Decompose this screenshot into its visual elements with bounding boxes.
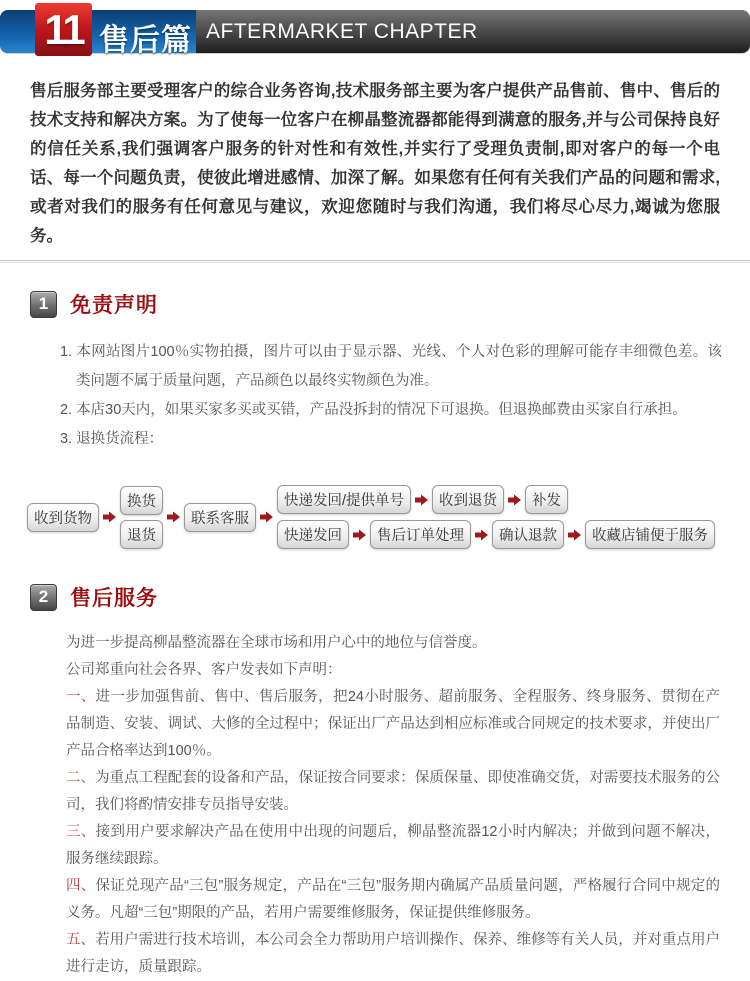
section1-title: 免责声明 [70, 294, 158, 317]
chapter-title-en: AFTERMARKET CHAPTER [206, 20, 478, 43]
flow-arrow-icon [103, 511, 116, 523]
flow-step-return: 退货 [120, 520, 163, 549]
item-number: 1. [60, 344, 73, 360]
service-section-header [30, 582, 750, 612]
service-item-3 [66, 819, 720, 873]
item-marker: 四、 [66, 878, 96, 894]
section1-number-badge: 1 [30, 291, 57, 318]
item-number: 3. [60, 431, 73, 447]
flow-step-receive-goods: 收到货物 [27, 503, 99, 532]
flow-step-ship-back: 快递发回 [277, 520, 349, 549]
flow-step-favorite-shop: 收藏店铺便于服务 [585, 520, 715, 549]
flow-step-contact-service: 联系客服 [184, 503, 256, 532]
flow-arrow-icon [353, 529, 366, 541]
item-marker: 三、 [66, 824, 96, 840]
service-item-2 [66, 765, 720, 819]
service-body [66, 630, 720, 981]
flow-row-refund-path [277, 520, 715, 549]
chapter-title-cn: 售后篇 [99, 24, 192, 57]
flow-arrow-icon [260, 511, 273, 523]
chapter-number-badge: 11 [35, 3, 92, 56]
flow-step-confirm-refund: 确认退款 [492, 520, 564, 549]
flow-step-goods-received: 收到退货 [432, 485, 504, 514]
disclaimer-item-3 [60, 425, 722, 454]
flow-arrow-icon [167, 511, 180, 523]
flow-row-exchange-path [277, 485, 568, 514]
item-text: 本店30天内，如果买家多买或买错，产品没拆封的情况下可退换。但退换邮费由买家自行承担。 [76, 402, 687, 418]
service-item-1 [66, 684, 720, 765]
section-divider [0, 260, 750, 263]
disclaimer-list [60, 338, 722, 454]
service-item-4 [66, 873, 720, 927]
flow-outcome-group [277, 485, 715, 549]
item-marker: 五、 [66, 932, 96, 948]
service-lead-1: 为进一步提高柳晶整流器在全球市场和用户心中的地位与信誉度。 [66, 635, 487, 651]
item-marker: 二、 [66, 770, 96, 786]
section2-number-badge: 2 [30, 584, 57, 611]
service-lead-2: 公司郑重向社会各界、客户发表如下声明： [66, 662, 342, 678]
intro-paragraph: 售后服务部主要受理客户的综合业务咨询,技术服务部主要为客户提供产品售前、售中、售后的技术支持和解决方案。为了使每一位客户在柳晶整流器都能得到满意的服务,并与公司保持良好的信任关系,我们强调客户服务的针对性和有效性,并实行了受理负责制,即对客户的每一个电话、每一个问题负责，使彼此增进感情、加深了解。如果您有任何有关我们产品的问题和需求,或者对我们的服务有任何意见与建议，欢迎您随时与我们沟通，我们将尽心尽力,竭诚为您服务。 [30, 82, 720, 245]
item-text: 保证兑现产品“三包”服务规定，产品在“三包”服务期内确属产品质量问题，严格履行合同中规定的义务。凡超“三包”期限的产品，若用户需要维修服务，保证提供维修服务。 [66, 878, 721, 921]
item-text: 本网站图片100％实物拍摄，图片可以由于显示器、光线、个人对色彩的理解可能存丰细微色差。该类问题不属于质量问题，产品颜色以最终实物颜色为准。 [76, 344, 722, 389]
item-text: 接到用户要求解决产品在使用中出现的问题后，柳晶整流器12小时内解决；并做到问题不解决，服务继续跟踪。 [66, 824, 721, 867]
item-marker: 一、 [66, 689, 96, 705]
flow-step-reship: 补发 [525, 485, 568, 514]
section2-title: 售后服务 [70, 587, 158, 610]
flow-arrow-icon [415, 494, 428, 506]
service-item-5 [66, 927, 720, 981]
disclaimer-item-2 [60, 396, 722, 425]
item-text: 若用户需进行技术培训，本公司会全力帮助用户培训操作、保养、维修等有关人员，并对重点用户进行走访，质量跟踪。 [66, 932, 721, 975]
flow-step-order-processing: 售后订单处理 [370, 520, 471, 549]
flow-arrow-icon [508, 494, 521, 506]
item-text: 为重点工程配套的设备和产品，保证按合同要求：保质保量、即使准确交货，对需要技术服务的公司，我们将酌情安排专员指导安装。 [66, 770, 721, 813]
return-flowchart [27, 485, 750, 549]
chapter-header [0, 0, 750, 57]
disclaimer-item-1 [60, 338, 722, 396]
item-number: 2. [60, 402, 73, 418]
flow-step-ship-back-number: 快递发回/提供单号 [277, 485, 411, 514]
flow-arrow-icon [568, 529, 581, 541]
item-text: 进一步加强售前、售中、售后服务，把24小时服务、超前服务、全程服务、终身服务、贯彻在产品制造、安装、调试、大修的全过程中；保证出厂产品达到相应标准或合同规定的技术要求，并使出厂产品合格率达到100％。 [66, 689, 721, 759]
flow-step-exchange: 换货 [120, 486, 163, 515]
flow-exchange-return-group [120, 486, 163, 549]
disclaimer-section-header [30, 289, 750, 319]
flow-arrow-icon [475, 529, 488, 541]
item-text: 退换货流程： [76, 431, 164, 447]
